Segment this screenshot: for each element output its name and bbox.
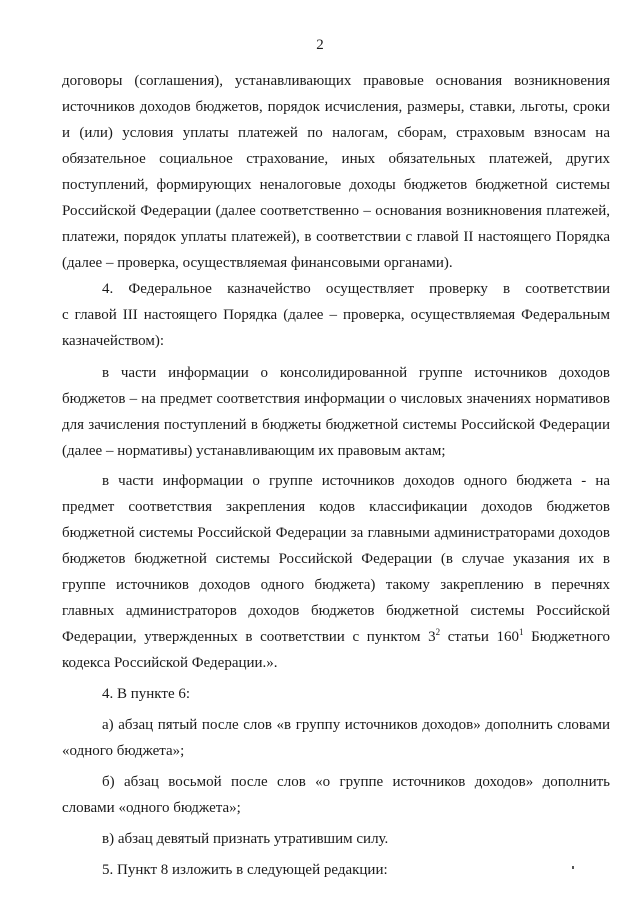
superscript-clause: 2 [435, 626, 441, 637]
paragraph-single-budget-group [62, 468, 610, 676]
paragraph-subitem-v: в) абзац девятый признать утратившим силу. [102, 831, 389, 848]
paragraph-treasury-check-line1: 4. Федеральное казначейство осуществляет проверку в соответствии [102, 281, 610, 298]
document-body [62, 68, 610, 883]
paragraph-consolidated-group: в части информации о консолидированной группе источников доходов бюджетов – на предмет соответствия информации о числовых значениях нормативов для зачисления поступлений в бюджеты бюджетной системы Российской Федерации (далее – нормативы) устанавливающим их правовым актам; [62, 364, 610, 459]
superscript-article: 1 [519, 626, 524, 637]
paragraph-single-budget-group-start: в части информации о группе источников доходов одного бюджета - на предмет соответствия закрепления кодов классификации доходов бюджетов бюджетной системы Российской Федерации за главными администраторами доходов бюджетов бюджетной системы Российской Федерации (в случае указания их в группе источников доходов одного бюджета) такому закреплению в перечнях главных администраторов доходов бюджетов бюджетной системы Российской Федерации, утвержденных в соответствии с пунктом 3 [62, 472, 610, 645]
paragraph-single-budget-group-mid: статьи 160 [440, 628, 519, 645]
paragraph-item-5: 5. Пункт 8 изложить в следующей редакции: [102, 862, 388, 879]
scan-speck [572, 866, 574, 869]
paragraph-single-budget-group-end: Бюджетного кодекса Российской Федерации.». [62, 628, 611, 672]
paragraph-treasury-check: с главой III настоящего Порядка (далее – проверка, осуществляемая Федеральным казначейством): [62, 307, 610, 350]
paragraph-subitem-b: б) абзац восьмой после слов «о группе источников доходов» дополнить словами «одного бюджета»; [62, 774, 610, 817]
paragraph-item-4: 4. В пункте 6: [102, 686, 191, 703]
paragraph-subitem-a: а) абзац пятый после слов «в группу источников доходов» дополнить словами «одного бюджета»; [62, 717, 610, 760]
page-number: 2 [316, 37, 324, 53]
paragraph-grounds: договоры (соглашения), устанавливающих правовые основания возникновения источников доходов бюджетов, порядок исчисления, размеры, ставки, льготы, сроки и (или) условия уплаты платежей по налогам, сборам, страховым взносам на обязательное социальное страхование, иных обязательных платежей, других поступлений, формирующих неналоговые доходы бюджетов бюджетной системы Российской Федерации (далее соответственно – основания возникновения платежей, платежи, порядок уплаты платежей), в соответствии с главой II настоящего Порядка (далее – проверка, осуществляемая финансовыми органами). [62, 73, 610, 272]
